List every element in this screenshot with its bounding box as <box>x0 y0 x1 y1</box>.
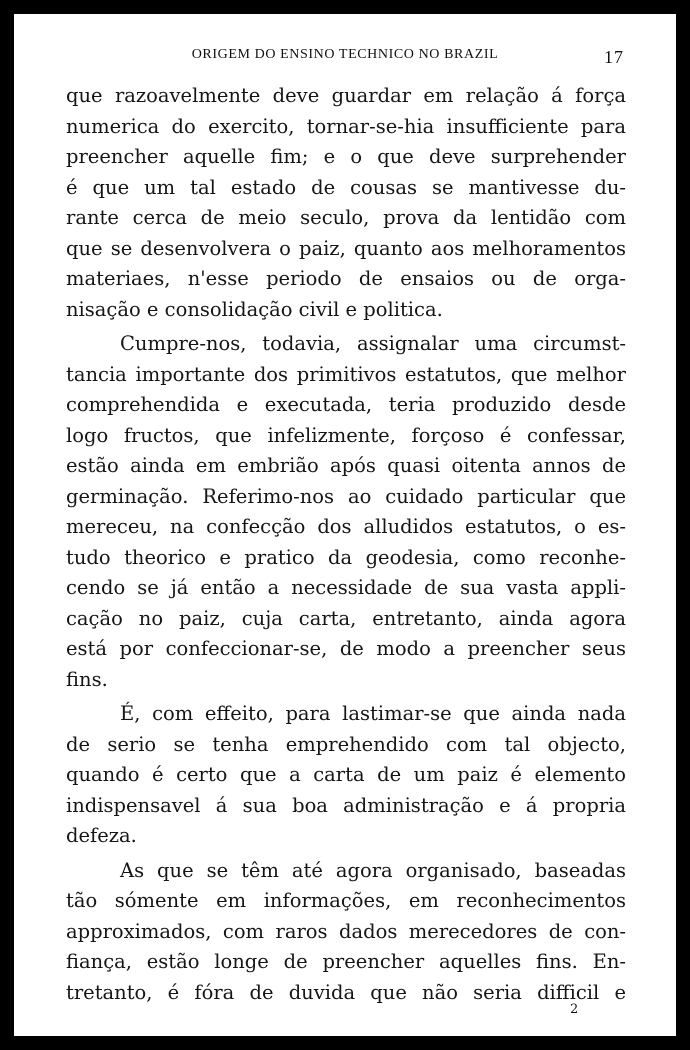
paragraph <box>66 81 626 325</box>
text-line: cação no paiz, cuja carta, entretanto, ainda agora <box>66 606 626 630</box>
text-line: tudo theorico e pratico da geodesia, como reconhe- <box>66 545 626 569</box>
running-title: ORIGEM DO ENSINO TECHNICO NO BRAZIL <box>191 47 499 62</box>
text-line: fins. <box>66 667 108 691</box>
paragraph <box>66 329 626 695</box>
text-line: de serio se tenha emprehendido com tal objecto, <box>66 732 626 756</box>
text-line: rante cerca de meio seculo, prova da lentidão com <box>66 206 626 229</box>
text-line: mereceu, na confecção dos alludidos estatutos, o es- <box>66 515 626 538</box>
text-line: tancia importante dos primitivos estatutos, que melhor <box>66 362 626 386</box>
body-text <box>66 81 626 1008</box>
text-line: As que se têm até agora organisado, baseadas <box>120 858 626 882</box>
text-line: logo fructos, que infelizmente, forçoso é confessar, <box>66 423 626 447</box>
signature-mark: 2 <box>570 1002 579 1017</box>
text-line: estão ainda em embrião após quasi oitenta annos de <box>66 454 626 477</box>
text-line: que se desenvolvera o paiz, quanto aos melhoramentos <box>66 236 626 260</box>
book-page <box>14 14 676 1036</box>
text-line: numerica do exercito, tornar-se-hia insufficiente para <box>66 114 626 138</box>
text-line: cendo se já então a necessidade de sua vasta appli- <box>66 576 626 599</box>
text-line: fiança, estão longe de preencher aquelles fins. En- <box>66 950 626 973</box>
text-line: germinação. Referimo-nos ao cuidado particular que <box>66 484 626 508</box>
text-line: é que um tal estado de cousas se mantivesse du- <box>66 175 626 199</box>
text-line: É, com effeito, para lastimar-se que ainda nada <box>120 702 626 725</box>
text-line: materiaes, n'esse periodo de ensaios ou de orga- <box>66 267 626 290</box>
text-line: comprehendida e executada, teria produzido desde <box>66 393 626 416</box>
text-line: quando é certo que a carta de um paiz é elemento <box>66 763 626 786</box>
paragraph <box>66 856 626 1009</box>
page-number: 17 <box>604 47 624 67</box>
text-line: defeza. <box>66 824 137 847</box>
text-line: que razoavelmente deve guardar em relação á força <box>66 84 626 107</box>
text-line: está por confeccionar-se, de modo a preencher seus <box>66 637 626 660</box>
text-line: Cumpre-nos, todavia, assignalar uma circumst- <box>120 332 626 355</box>
paragraph <box>66 699 626 852</box>
text-line: approximados, com raros dados merecedores de con- <box>66 919 626 943</box>
running-head <box>14 47 676 67</box>
text-line: tão sómente em informações, em reconhecimentos <box>66 889 626 912</box>
text-line: tretanto, é fóra de duvida que não seria difficil e <box>66 980 626 1004</box>
text-line: nisação e consolidação civil e politica. <box>66 297 443 321</box>
text-line: preencher aquelle fim; e o que deve surprehender <box>66 145 626 168</box>
text-line: indispensavel á sua boa administração e á propria <box>66 793 626 817</box>
